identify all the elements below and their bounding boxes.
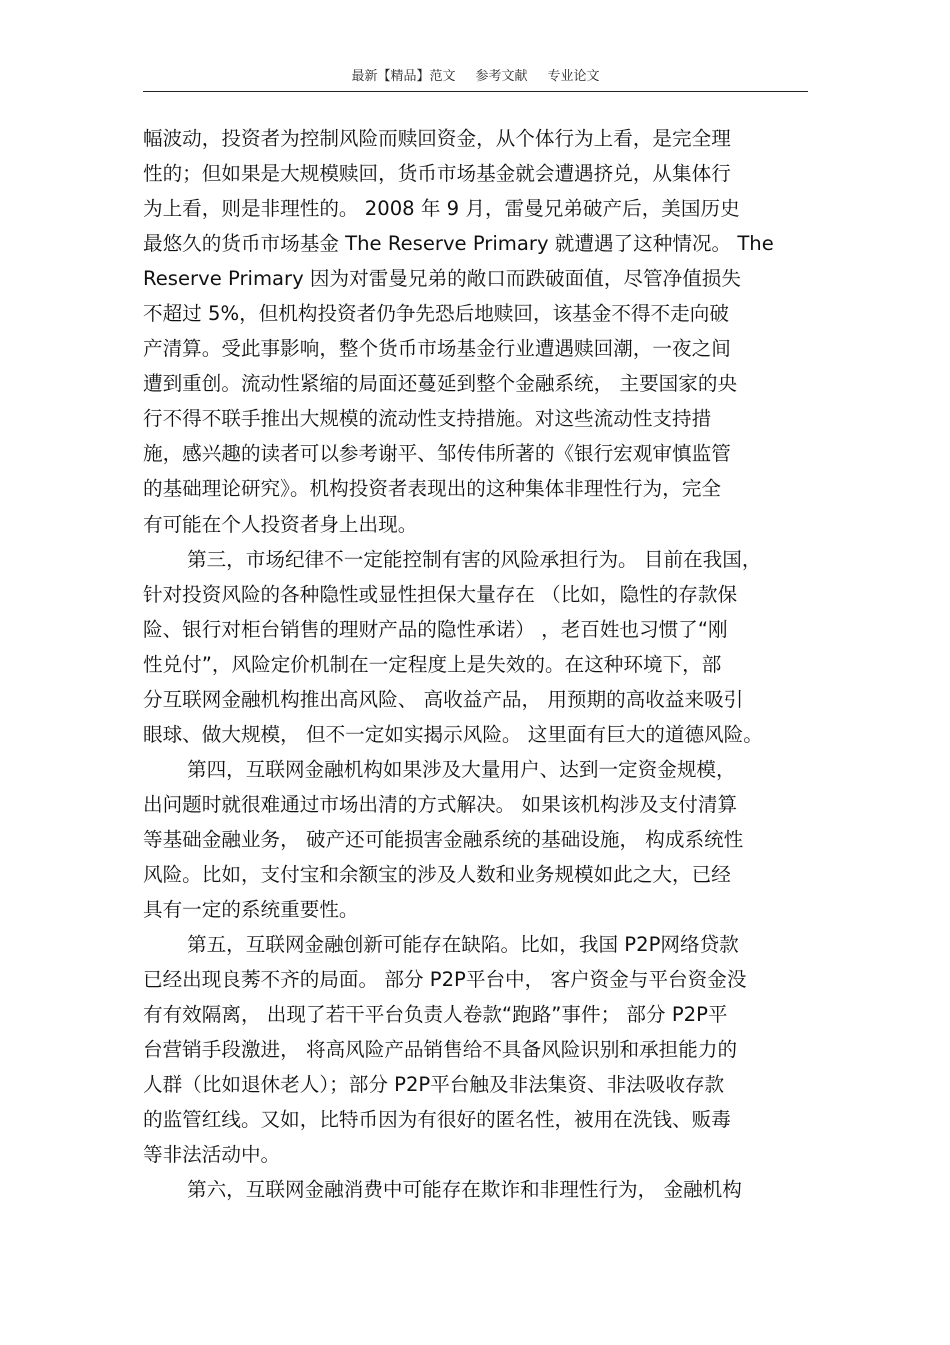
text-line: 出问题时就很难通过市场出清的方式解决。 如果该机构涉及支付清算 bbox=[143, 792, 738, 816]
text-line: 幅波动，投资者为控制风险而赎回资金，从个体行为上看，是完全理 bbox=[143, 127, 731, 150]
text-line: 有有效隔离， 出现了若干平台负责人卷款“跑路”事件； 部分 P2P平 bbox=[143, 1003, 728, 1027]
header-item: 专业论文 bbox=[547, 69, 600, 84]
text-line: 遭到重创。流动性紧缩的局面还蔓延到整个金融系统， 主要国家的央 bbox=[143, 372, 738, 396]
paragraph-first-line: 第六，互联网金融消费中可能存在欺诈和非理性行为， 金融机构 bbox=[187, 1178, 742, 1202]
text-line: 产清算。受此事影响，整个货币市场基金行业遭遇赎回潮，一夜之间 bbox=[143, 337, 731, 361]
text-line: 已经出现良莠不齐的局面。 部分 P2P平台中， 客户资金与平台资金没 bbox=[143, 968, 747, 992]
paragraph-first-line: 第五，互联网金融创新可能存在缺陷。比如，我国 P2P网络贷款 bbox=[187, 933, 739, 957]
text-line: Reserve Primary 因为对雷曼兄弟的敞口而跌破面值，尽管净值损失 bbox=[143, 267, 741, 291]
text-line: 的监管红线。又如，比特币因为有很好的匿名性，被用在洗钱、贩毒 bbox=[143, 1108, 731, 1132]
paragraph-first-line: 第三，市场纪律不一定能控制有害的风险承担行为。 目前在我国， bbox=[187, 547, 762, 571]
text-line: 施，感兴趣的读者可以参考谢平、邹传伟所著的《银行宏观审慎监管 bbox=[143, 442, 731, 466]
header-item: 参考文献 bbox=[475, 69, 528, 84]
text-line: 风险。比如，支付宝和余额宝的涉及人数和业务规模如此之大，已经 bbox=[143, 862, 731, 886]
text-line: 为上看，则是非理性的。 2008 年 9 月，雷曼兄弟破产后，美国历史 bbox=[143, 197, 740, 221]
text-line: 有可能在个人投资者身上出现。 bbox=[143, 512, 418, 536]
text-line: 不超过 5%，但机构投资者仍争先恐后地赎回，该基金不得不走向破 bbox=[143, 302, 729, 326]
text-line: 眼球、做大规模， 但不一定如实揭示风险。 这里面有巨大的道德风险。 bbox=[143, 722, 763, 746]
text-line: 险、银行对柜台销售的理财产品的隐性承诺） ，老百姓也习惯了“刚 bbox=[143, 617, 728, 641]
text-line: 的基础理论研究》。机构投资者表现出的这种集体非理性行为，完全 bbox=[143, 477, 722, 501]
text-line: 具有一定的系统重要性。 bbox=[143, 898, 359, 922]
text-line: 等非法活动中。 bbox=[143, 1143, 281, 1167]
text-line: 分互联网金融机构推出高风险、 高收益产品， 用预期的高收益来吸引 bbox=[143, 687, 744, 711]
document-body bbox=[143, 121, 808, 1207]
text-line: 等基础金融业务， 破产还可能损害金融系统的基础设施， 构成系统性 bbox=[143, 827, 744, 851]
paragraph-first-line: 第四，互联网金融机构如果涉及大量用户、达到一定资金规模， bbox=[187, 757, 736, 781]
page-header bbox=[143, 63, 808, 92]
header-item: 最新【精品】范文 bbox=[351, 69, 456, 84]
text-line: 性兑付”，风险定价机制在一定程度上是失效的。在这种环境下，部 bbox=[143, 652, 722, 676]
text-line: 针对投资风险的各种隐性或显性担保大量存在 （比如，隐性的存款保 bbox=[143, 582, 738, 606]
text-line: 台营销手段激进， 将高风险产品销售给不具备风险识别和承担能力的 bbox=[143, 1038, 738, 1062]
text-line: 人群（比如退休老人）；部分 P2P平台触及非法集资、非法吸收存款 bbox=[143, 1073, 725, 1097]
text-line: 性的；但如果是大规模赎回，货币市场基金就会遭遇挤兑，从集体行 bbox=[143, 162, 731, 186]
text-line: 行不得不联手推出大规模的流动性支持措施。对这些流动性支持措 bbox=[143, 407, 712, 431]
text-line: 最悠久的货币市场基金 The Reserve Primary 就遭遇了这种情况。 The bbox=[143, 232, 774, 256]
